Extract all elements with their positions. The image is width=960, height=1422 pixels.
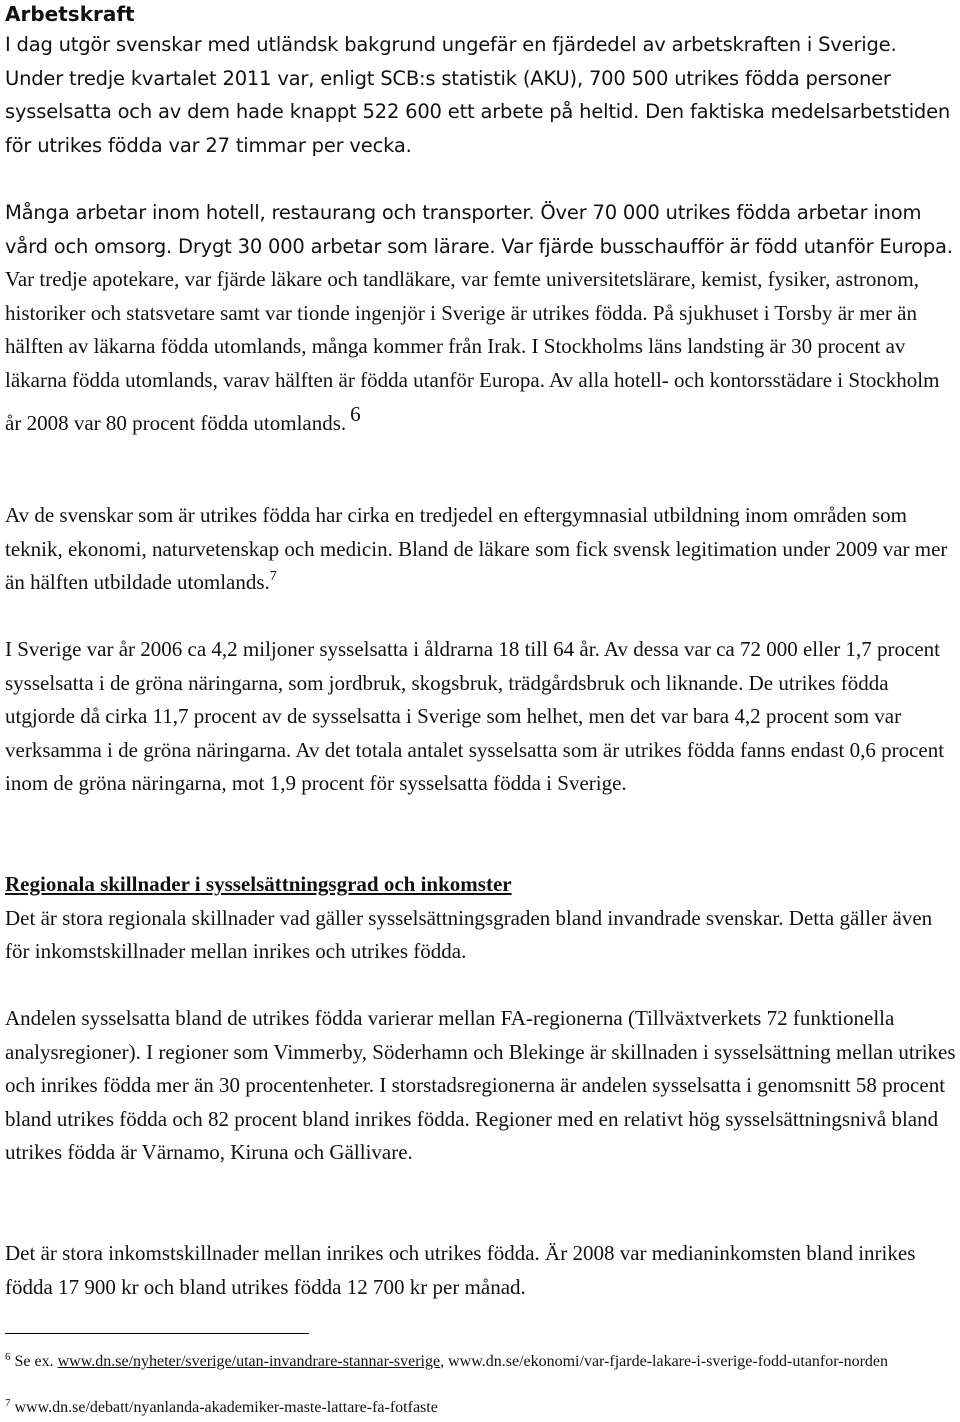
footnote-7 [5,1398,957,1418]
footnote-ref-6[interactable]: 6 [350,401,361,426]
paragraph-income-text: Det är stora inkomstskillnader mellan inrikes och utrikes födda. Är 2008 var medianinkomsten bland inrikes födda 17 900 kr och bland utrikes födda 12 700 kr per månad. [5,1241,916,1299]
paragraph-green-industries [5,633,957,801]
paragraph-fa-regions-text: Andelen sysselsatta bland de utrikes födda varierar mellan FA-regionerna (Tillväxtverkets 72 funktionella analysregioner). I regioner som Vimmerby, Söderhamn och Blekinge är skillnaden i sysselsättning mellan utrikes och inrikes födda mer än 30 procentenheter. I storstadsregionerna är andelen sysselsatta i genomsnitt 58 procent bland utrikes födda och 82 procent bland inrikes födda. Regioner med en relativt hög sysselsättningsnivå bland utrikes födda är Värnamo, Kiruna och Gällivare. [5,1006,956,1165]
paragraph-occupations [5,196,957,440]
paragraph-intro: I dag utgör svenskar med utländsk bakgrund ungefär en fjärdedel av arbetskraften i Sverige. Under tredje kvartalet 2011 var, enligt SCB:s statistik (AKU), 700 500 utrikes födda personer sysselsatta och av dem hade knappt 522 600 ett arbete på heltid. Den faktiska medelsarbetstiden för utrikes födda var 27 timmar per vecka. [5,33,951,157]
paragraph-occupations-sans-text: Många arbetar inom hotell, restaurang och transporter. Över 70 000 utrikes födda arbetar inom vård och omsorg. Drygt 30 000 arbetar som lärare. Var fjärde busschaufför är född utanför Europa. [5,201,953,258]
footnote-link[interactable]: www.dn.se/nyheter/sverige/utan-invandrare-stannar-sverige [57,1353,441,1370]
paragraph-fa-regions [5,1002,957,1170]
footnote-link[interactable]: www.dn.se/ekonomi/var-fjarde-lakare-i-sverige-fodd-utanfor-norden [448,1353,889,1370]
paragraph-regional-intro: Det är stora regionala skillnader vad gäller sysselsättningsgraden bland invandrade svenskar. Detta gäller även för inkomstskillnader mellan inrikes och utrikes födda. [5,905,933,964]
footnote-prefix: Se ex. [14,1353,54,1370]
paragraph-occupations-serif-text: Var tredje apotekare, var fjärde läkare och tandläkare, var femte universitetslärare, kemist, fysiker, astronom, historiker och statsvetare samt var tionde ingenjör i Sverige är utrikes födda. På sjukhuset i Torsby är mer än hälften av läkarna födda utomlands, många kommer från Irak. I Stockholms läns landsting är 30 procent av läkarna födda utomlands, varav hälften är födda utanför Europa. Av alla hotell- och kontorsstädare i Stockholm år 2008 var 80 procent födda utomlands. [5,267,940,435]
paragraph-green-industries-text: I Sverige var år 2006 ca 4,2 miljoner sysselsatta i åldrarna 18 till 64 år. Av dessa var ca 72 000 eller 1,7 procent sysselsatta i de gröna näringarna, som jordbruk, skogsbruk, trädgårdsbruk och liknande. De utrikes födda utgjorde då cirka 11,7 procent av de sysselsatta i Sverige som helhet, men det var bara 4,2 procent som var verksamma i de gröna näringarna. Av det totala antalet sysselsatta som är utrikes födda fanns endast 0,6 procent inom de gröna näringarna, mot 1,9 procent för sysselsatta födda i Sverige. [5,637,945,796]
paragraph-education [5,499,957,600]
footnote-number: 7 [5,1397,11,1409]
footnote-ref-7[interactable]: 7 [269,569,277,585]
section-arbetskraft [5,0,957,162]
footnote-number: 6 [5,1351,11,1363]
footnote-divider [5,1333,309,1334]
footnote-separator: , [440,1353,445,1370]
paragraph-income [5,1237,957,1304]
paragraph-education-text: Av de svenskar som är utrikes födda har cirka en tredjedel en eftergymnasial utbildning inom områden som teknik, ekonomi, naturvetenskap och medicin. Bland de läkare som fick svensk legitimation under 2009 var mer än hälften utbildade utomlands. [5,503,948,595]
footnote-6 [5,1352,957,1372]
section-heading: Regionala skillnader i sysselsättningsgrad och inkomster [5,872,512,896]
section-regional-differences [5,868,957,969]
section-title: Arbetskraft [5,2,135,26]
footnote-link[interactable]: www.dn.se/debatt/nyanlanda-akademiker-maste-lattare-fa-fotfaste [14,1399,438,1416]
